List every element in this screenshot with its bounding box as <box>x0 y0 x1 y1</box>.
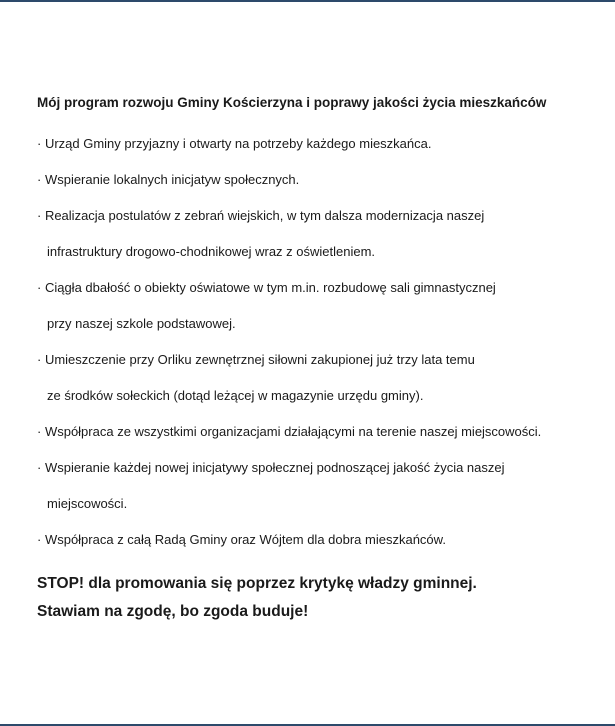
program-document <box>37 94 597 626</box>
item-line: · Ciągła dbałość o obiekty oświatowe w tym m.in. rozbudowę sali gimnastycznej <box>37 280 496 295</box>
item-line: · Współpraca z całą Radą Gminy oraz Wójtem dla dobra mieszkańców. <box>37 532 446 547</box>
program-item <box>37 162 597 198</box>
program-item <box>37 342 597 414</box>
item-line: · Realizacja postulatów z zebrań wiejskich, w tym dalsza modernizacja naszej <box>37 208 485 223</box>
program-heading: Mój program rozwoju Gminy Kościerzyna i poprawy jakości życia mieszkańców <box>37 95 547 110</box>
program-item <box>37 450 597 522</box>
program-item <box>37 198 597 270</box>
program-item <box>37 270 597 342</box>
item-line-continuation: miejscowości. <box>47 496 128 511</box>
top-border-line <box>0 0 615 2</box>
closing-line: STOP! dla promowania się poprzez krytykę władzy gminnej. <box>37 575 477 592</box>
item-line: · Wspieranie każdej nowej inicjatywy społecznej podnoszącej jakość życia naszej <box>37 460 505 475</box>
item-line-continuation: infrastruktury drogowo-chodnikowej wraz z oświetleniem. <box>47 244 376 259</box>
closing-line: Stawiam na zgodę, bo zgoda buduje! <box>37 603 309 620</box>
item-line: · Umieszczenie przy Orliku zewnętrznej siłowni zakupionej już trzy lata temu <box>37 352 475 367</box>
item-line: · Współpraca ze wszystkimi organizacjami działającymi na terenie naszej miejscowości. <box>37 424 542 439</box>
item-line: · Wspieranie lokalnych inicjatyw społecznych. <box>37 172 300 187</box>
item-line: · Urząd Gminy przyjazny i otwarty na potrzeby każdego mieszkańca. <box>37 136 432 151</box>
item-line-continuation: ze środków sołeckich (dotąd leżącej w magazynie urzędu gminy). <box>47 388 424 403</box>
program-item <box>37 522 597 558</box>
program-item <box>37 414 597 450</box>
program-item <box>37 126 597 162</box>
closing-statement <box>37 570 597 626</box>
item-line-continuation: przy naszej szkole podstawowej. <box>47 316 236 331</box>
